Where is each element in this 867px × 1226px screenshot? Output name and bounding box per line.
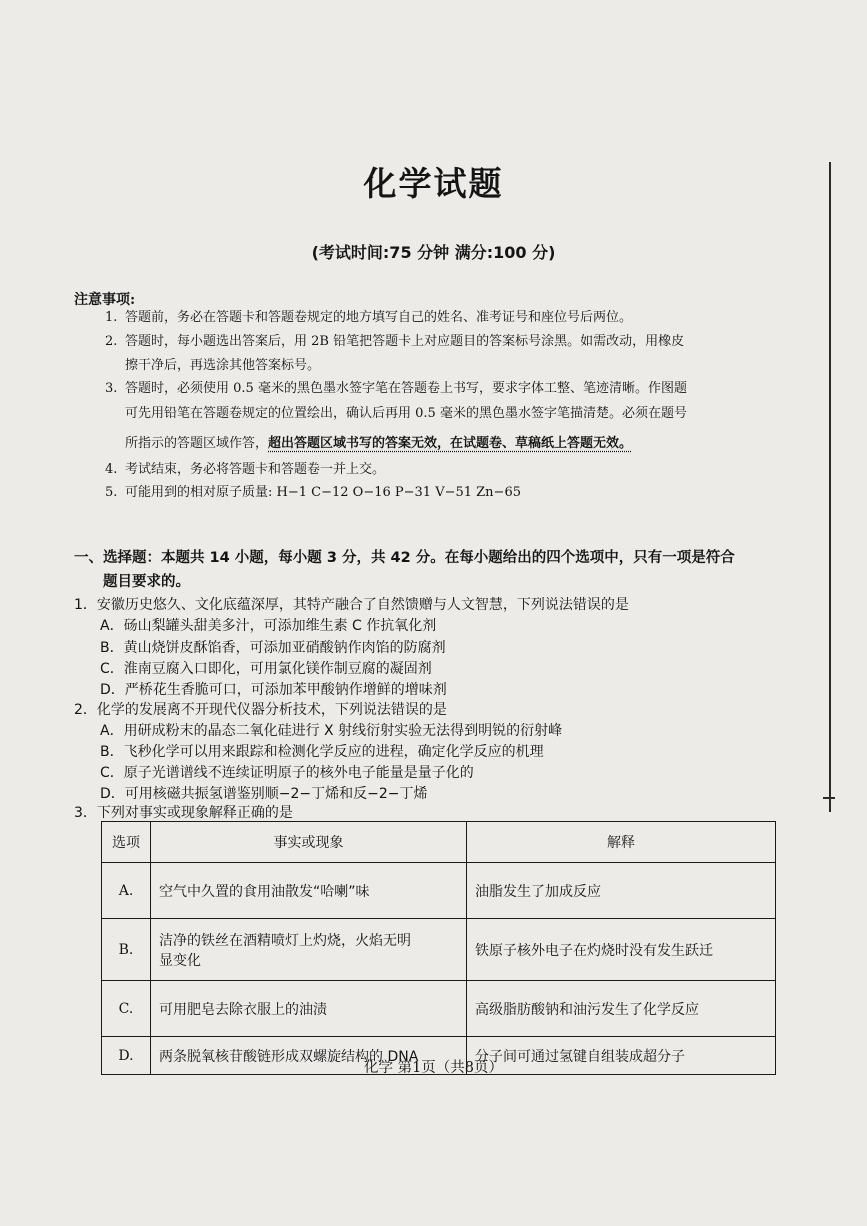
notice-item-text: 考试结束，务必将答题卡和答题卷一并上交。	[125, 462, 386, 477]
notice-item-text-cont: 可先用铅笔在答题卷规定的位置绘出，确认后再用 0.5 毫米的黑色墨水签字笔描清楚。必须在题号	[125, 406, 687, 421]
section-heading-line: 一、选择题：本题共 14 小题，每小题 3 分，共 42 分。在每小题给出的四个选项中，只有一项是符合	[74, 550, 735, 566]
table-header-row	[102, 822, 776, 863]
table-cell-option: A.	[102, 863, 151, 919]
notice-item-number: 4.	[105, 462, 118, 477]
question-1-option-b: B．黄山烧饼皮酥馅香，可添加亚硝酸钠作肉馅的防腐剂	[100, 640, 446, 656]
question-2-option-d: D．可用核磁共振氢谱鉴别顺−2−丁烯和反−2−丁烯	[100, 786, 428, 802]
table-cell-option: B.	[102, 919, 151, 981]
table-cell-fact: 两条脱氧核苷酸链形成双螺旋结构的 DNA	[151, 1037, 467, 1075]
table-cell-explanation: 分子间可通过氢键自组装成超分子	[467, 1037, 776, 1075]
notice-item-text-cont: 所指示的答题区域作答，	[125, 436, 269, 451]
table-cell-explanation: 铁原子核外电子在灼烧时没有发生跃迁	[467, 919, 776, 981]
page-title: 化学试题	[363, 164, 504, 203]
table-row	[102, 981, 776, 1037]
notice-item-2	[105, 330, 684, 378]
emphasized-warning: 超出答题区域书写的答案无效，在试题卷、草稿纸上答题无效。	[268, 436, 633, 451]
table-header-cell: 选项	[102, 822, 151, 863]
table-cell-fact: 空气中久置的食用油散发“哈喇”味	[151, 863, 467, 919]
notice-item-number: 5.	[105, 485, 118, 500]
notice-item-5	[105, 481, 521, 505]
table-cell-option: C.	[102, 981, 151, 1037]
notice-item-number: 3.	[105, 381, 118, 396]
notice-item-number: 2.	[105, 334, 118, 349]
notice-item-text: 答题时，每小题选出答案后，用 2B 铅笔把答题卡上对应题目的答案标号涂黑。如需改动，用橡皮	[125, 334, 685, 349]
table-cell-explanation: 高级脂肪酸钠和油污发生了化学反应	[467, 981, 776, 1037]
notice-item-text: 答题时，必须使用 0.5 毫米的黑色墨水签字笔在答题卷上书写，要求字体工整、笔迹清晰。作图题	[125, 381, 687, 396]
question-2-option-b: B．飞秒化学可以用来跟踪和检测化学反应的进程，确定化学反应的机理	[100, 744, 544, 760]
notice-heading: 注意事项:	[74, 292, 136, 308]
notice-item-3	[105, 376, 687, 456]
table-cell-fact: 可用肥皂去除衣服上的油渍	[151, 981, 467, 1037]
notice-item-text-cont: 擦干净后，再选涂其他答案标号。	[125, 358, 321, 373]
page-footer: 化学 第1页（共8页）	[363, 1060, 504, 1076]
question-1-option-a: A．砀山梨罐头甜美多汁，可添加维生素 C 作抗氧化剂	[100, 618, 437, 634]
table-cell-fact	[151, 919, 467, 981]
notice-item-4	[105, 458, 385, 482]
question-1-option-c: C．淮南豆腐入口即化，可用氯化镁作制豆腐的凝固剂	[100, 661, 432, 677]
notice-item-number: 1.	[105, 310, 118, 325]
table-header-cell: 解释	[467, 822, 776, 863]
table-row	[102, 919, 776, 981]
notice-item-text: 可能用到的相对原子质量: H−1 C−12 O−16 P−31 V−51 Zn−65	[125, 485, 521, 500]
notice-item-1	[105, 306, 632, 330]
question-3-table	[101, 821, 776, 1075]
question-2-option-c: C．原子光谱谱线不连续证明原子的核外电子能量是量子化的	[100, 765, 474, 781]
binding-margin-tick	[823, 797, 835, 799]
table-cell-fact-line: 洁净的铁丝在酒精喷灯上灼烧，火焰无明	[159, 932, 411, 949]
exam-duration-and-score: (考试时间:75 分钟 满分:100 分)	[311, 243, 556, 262]
question-1-stem: 1．安徽历史悠久、文化底蕴深厚，其特产融合了自然馈赠与人文智慧，下列说法错误的是	[74, 597, 629, 613]
table-row	[102, 863, 776, 919]
question-2-option-a: A．用研成粉末的晶态二氧化硅进行 X 射线衍射实验无法得到明锐的衍射峰	[100, 723, 563, 739]
question-2-stem: 2．化学的发展离不开现代仪器分析技术，下列说法错误的是	[74, 702, 447, 718]
table-cell-fact-line: 显变化	[159, 952, 201, 969]
table-cell-option: D.	[102, 1037, 151, 1075]
question-1-option-d: D．严桥花生香脆可口，可添加苯甲酸钠作增鲜的增味剂	[100, 682, 447, 698]
notice-item-text: 答题前，务必在答题卡和答题卷规定的地方填写自己的姓名、准考证号和座位号后两位。	[125, 310, 633, 325]
question-3-stem: 3．下列对事实或现象解释正确的是	[74, 805, 293, 821]
section-heading	[74, 546, 794, 594]
table-header-cell: 事实或现象	[151, 822, 467, 863]
section-heading-line: 题目要求的。	[103, 574, 190, 590]
table-cell-explanation: 油脂发生了加成反应	[467, 863, 776, 919]
